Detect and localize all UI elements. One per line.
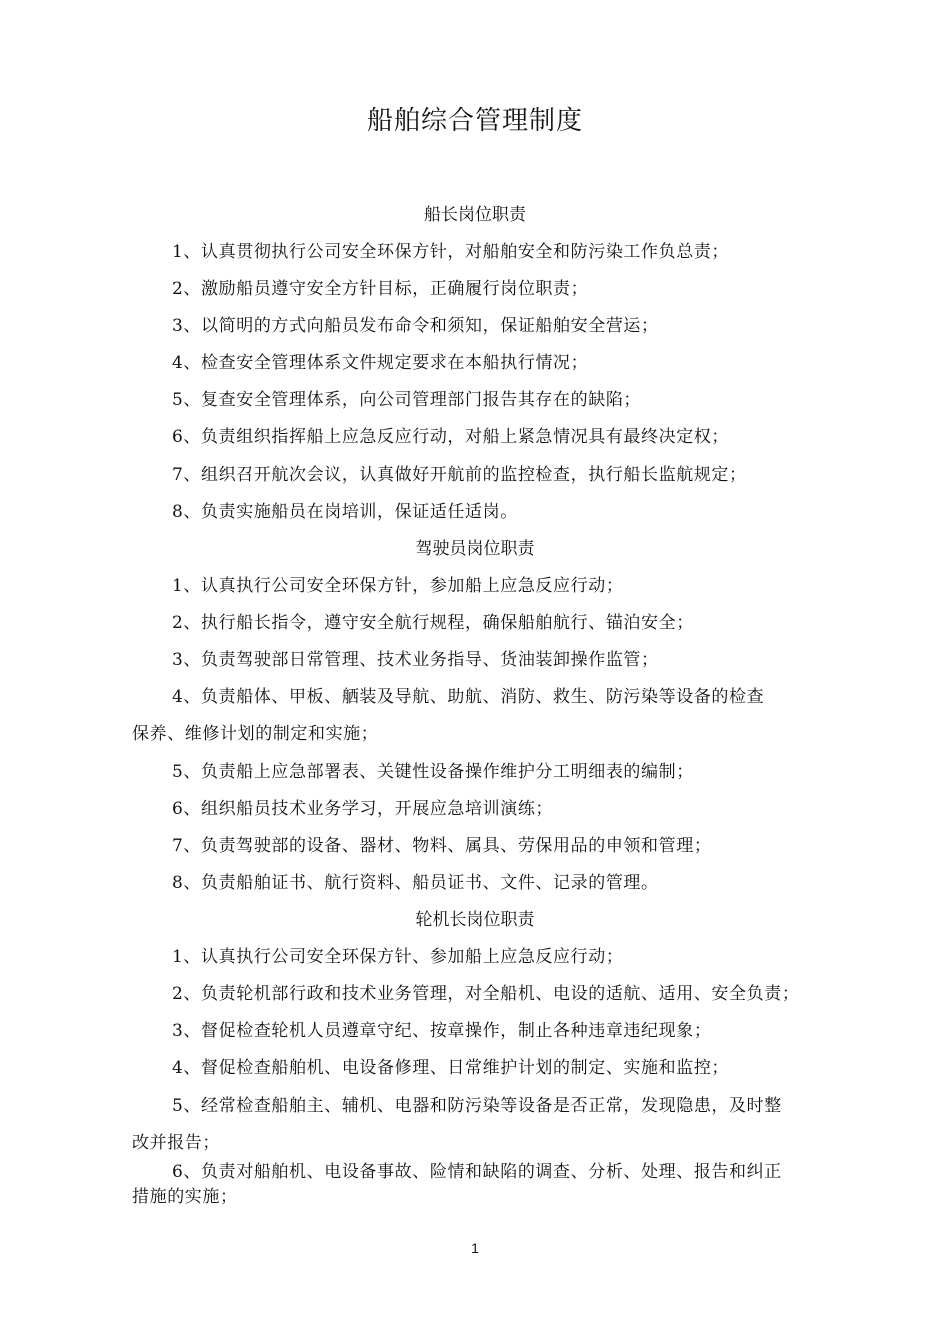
list-item: 2、负责轮机部行政和技术业务管理，对全船机、电设的适航、适用、安全负责； bbox=[172, 984, 800, 1004]
list-item: 2、激励船员遵守安全方针目标，正确履行岗位职责； bbox=[172, 279, 589, 299]
list-item: 6、负责组织指挥船上应急反应行动，对船上紧急情况具有最终决定权； bbox=[172, 427, 730, 447]
list-item: 8、负责实施船员在岗培训，保证适任适岗。 bbox=[172, 502, 518, 522]
list-item-continuation: 改并报告； bbox=[132, 1133, 220, 1153]
section-heading-navigator: 驾驶员岗位职责 bbox=[415, 539, 535, 559]
list-item-continuation: 保养、维修计划的制定和实施； bbox=[132, 724, 379, 744]
list-item: 3、负责驾驶部日常管理、技术业务指导、货油装卸操作监管； bbox=[172, 650, 659, 670]
list-item: 5、负责船上应急部署表、关键性设备操作维护分工明细表的编制； bbox=[172, 762, 694, 782]
list-item: 1、认真执行公司安全环保方针，参加船上应急反应行动； bbox=[172, 576, 624, 596]
document-title: 船舶综合管理制度 bbox=[366, 106, 583, 136]
list-item: 8、负责船舶证书、航行资料、船员证书、文件、记录的管理。 bbox=[172, 873, 659, 893]
list-item: 5、经常检查船舶主、辅机、电器和防污染等设备是否正常，发现隐患，及时整 bbox=[172, 1096, 782, 1116]
list-item: 6、负责对船舶机、电设备事故、险情和缺陷的调查、分析、处理、报告和纠正 bbox=[172, 1162, 782, 1182]
list-item: 6、组织船员技术业务学习，开展应急培训演练； bbox=[172, 799, 554, 819]
list-item: 4、检查安全管理体系文件规定要求在本船执行情况； bbox=[172, 353, 589, 373]
list-item: 3、以简明的方式向船员发布命令和须知，保证船舶安全营运； bbox=[172, 316, 659, 336]
section-heading-chief-engineer: 轮机长岗位职责 bbox=[415, 910, 535, 930]
list-item: 1、认真贯彻执行公司安全环保方针，对船舶安全和防污染工作负总责； bbox=[172, 242, 730, 262]
list-item: 4、督促检查船舶机、电设备修理、日常维护计划的制定、实施和监控； bbox=[172, 1058, 730, 1078]
list-item: 1、认真执行公司安全环保方针、参加船上应急反应行动； bbox=[172, 947, 624, 967]
list-item: 7、组织召开航次会议，认真做好开航前的监控检查，执行船长监航规定； bbox=[172, 465, 747, 485]
list-item-continuation: 措施的实施； bbox=[132, 1187, 238, 1207]
list-item: 5、复查安全管理体系，向公司管理部门报告其存在的缺陷； bbox=[172, 390, 642, 410]
section-heading-captain: 船长岗位职责 bbox=[424, 205, 526, 225]
list-item: 2、执行船长指令，遵守安全航行规程，确保船舶航行、锚泊安全； bbox=[172, 613, 694, 633]
list-item: 3、督促检查轮机人员遵章守纪、按章操作，制止各种违章违纪现象； bbox=[172, 1021, 712, 1041]
list-item: 4、负责船体、甲板、舾装及导航、助航、消防、救生、防污染等设备的检查 bbox=[172, 687, 765, 707]
page-number: 1 bbox=[471, 1240, 479, 1256]
list-item: 7、负责驾驶部的设备、器材、物料、属具、劳保用品的申领和管理； bbox=[172, 836, 712, 856]
